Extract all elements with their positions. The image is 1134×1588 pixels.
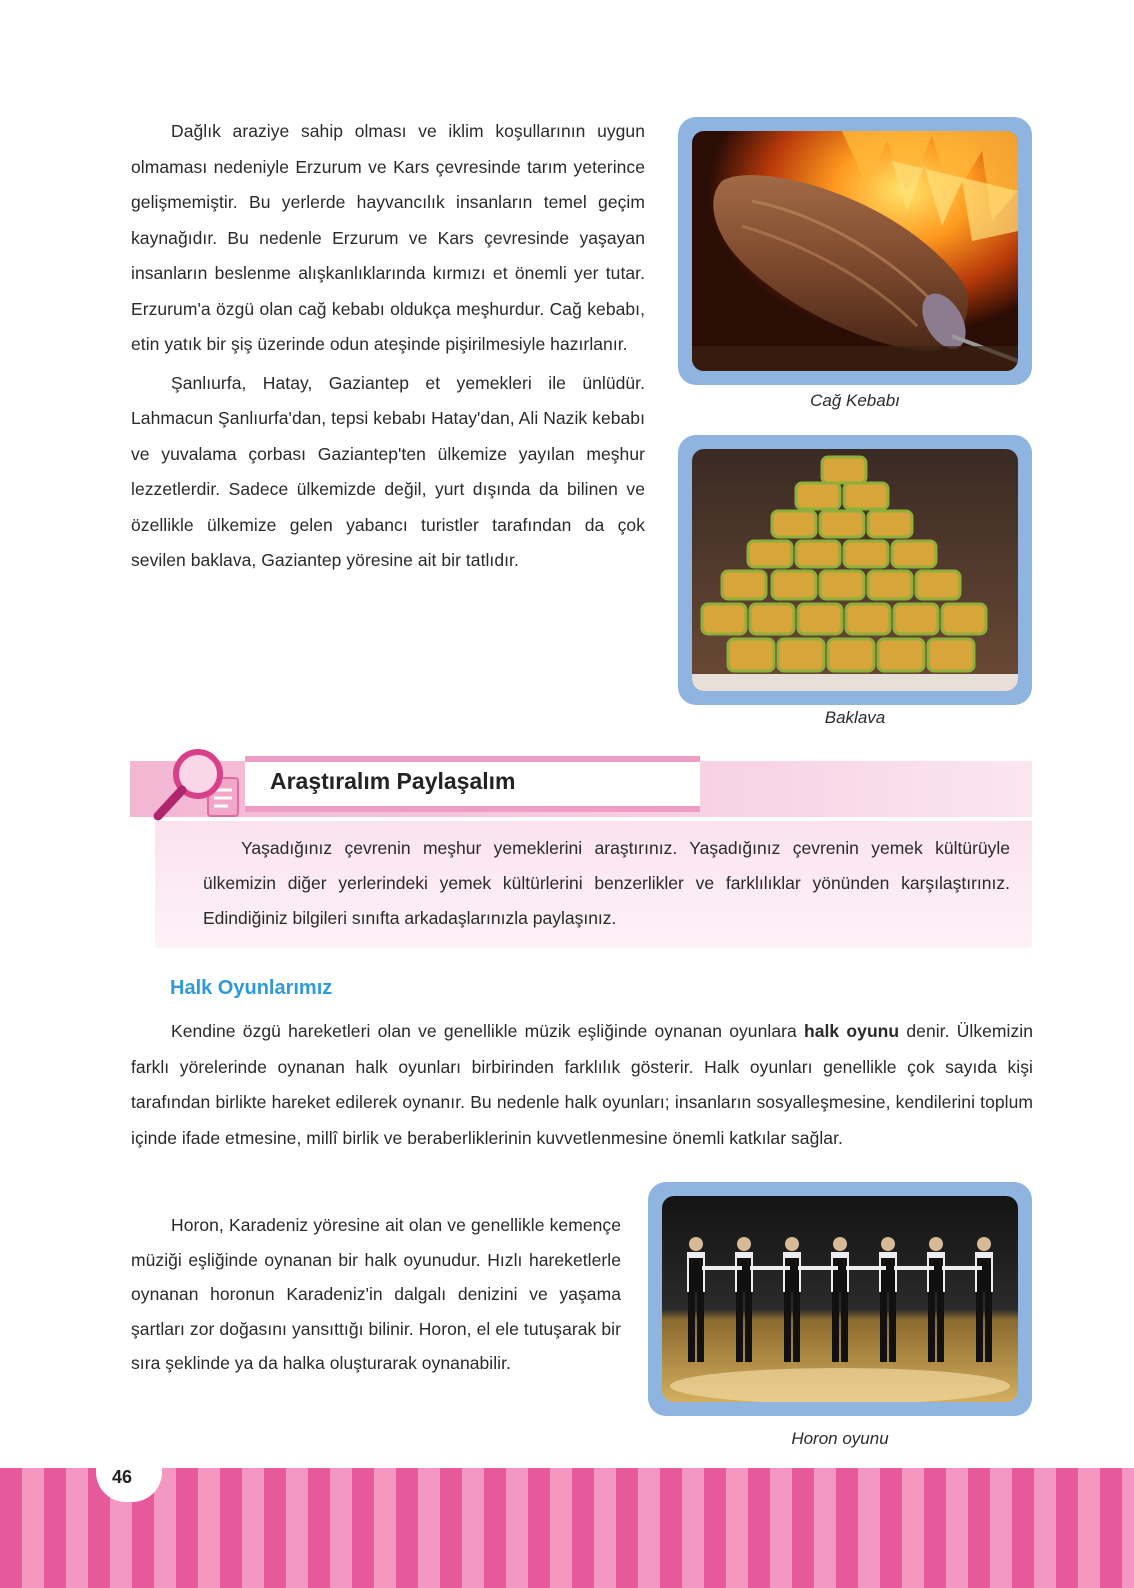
paragraph-halk-oyunu: Kendine özgü hareketleri olan ve genellikle müzik eşliğinde oynanan oyunlara halk oyunu denir. Ülkemizin farklı yörelerinde oynanan halk oyunları birbirinden farklılık gösterir. Halk oyunları genellikle çok sayıda kişi tarafından birlikte hareket edilerek oynanır. Bu nedenle halk oyunları; insanların sosyalleşmesine, kendilerini toplum içinde ifade etmesine, millî birlik ve beraberliklerinin kuvvetlenmesine önemli katkılar sağlar. [131, 1021, 1034, 1148]
horon-photo-frame [648, 1182, 1032, 1416]
cag-kebabi-caption: Cağ Kebabı [810, 391, 900, 410]
term-halk-oyunu: halk oyunu [803, 1021, 900, 1041]
baklava-photo-frame [678, 435, 1032, 705]
paragraph-horon: Horon, Karadeniz yöresine ait olan ve genellikle kemençe müziği eşliğinde oynanan bir halk oyunudur. Hızlı hareketlerle oynanan horonun Karadeniz'in dalgalı denizini ve yaşama şartları zor doğasını yansıttığı bilinir. Horon, el ele tutuşarak bir sıra şeklinde ya da halka oluşturarak oynanabilir. [131, 1215, 621, 1373]
cag-kebabi-photo-frame [678, 117, 1032, 385]
paragraph-sanliurfa-hatay-gaziantep: Şanlıurfa, Hatay, Gaziantep et yemekleri ile ünlüdür. Lahmacun Şanlıurfa'dan, tepsi kebabı Hatay'dan, Ali Nazik kebabı ve yuvalama çorbası Gaziantep'ten ülkemize yayılan meşhur lezzetlerdir. Sadece ülkemizde değil, yurt dışında da bilinen ve özellikle ülkemize gelen yabancı turistler tarafından da çok sevilen baklava, Gaziantep yöresine ait bir tatlıdır. [131, 372, 645, 570]
horon-caption: Horon oyunu [791, 1429, 889, 1448]
page-number: 46 [112, 1467, 133, 1487]
baklava-caption: Baklava [824, 708, 886, 727]
paragraph-erzurum-kars: Dağlık araziye sahip olması ve iklim koşullarının uygun olmaması nedeniyle Erzurum ve Kars çevresinde tarım yeterince gelişmemiştir. Bu yerlerde hayvancılık insanların temel geçim kaynağıdır. Bu nedenle Erzurum ve Kars çevresinde yaşayan insanların beslenme alışkanlıklarında kırmızı et önemli yer tutar. Erzurum'a özgü olan cağ kebabı oldukça meşhurdur. Cağ kebabı, etin yatık bir şiş üzerinde odun ateşinde pişirilmesiyle hazırlanır. [131, 121, 645, 354]
horon-photo [662, 1196, 1018, 1402]
baklava-photo [692, 449, 1018, 691]
halk-oyunlari-heading: Halk Oyunlarımız [170, 977, 333, 999]
cag-kebabi-photo [692, 131, 1018, 371]
research-body [155, 821, 1032, 948]
research-title: Araştıralım Paylaşalım [270, 768, 516, 794]
research-text: Yaşadığınız çevrenin meşhur yemeklerini araştırınız. Yaşadığınız çevrenin yemek kültürüyle ülkemizin diğer yerlerindeki yemek kültürlerini benzerlikler ve farklılıklar yönünden karşılaştırınız. Edindiğiniz bilgileri sınıfta arkadaşlarınızla paylaşınız. [203, 838, 1010, 928]
research-share-box [130, 756, 1032, 948]
halk-oyunlari-section [131, 1014, 1033, 1156]
horon-text-section [131, 1208, 621, 1381]
footer-stripes [0, 1468, 1134, 1588]
food-text-section [131, 114, 645, 579]
